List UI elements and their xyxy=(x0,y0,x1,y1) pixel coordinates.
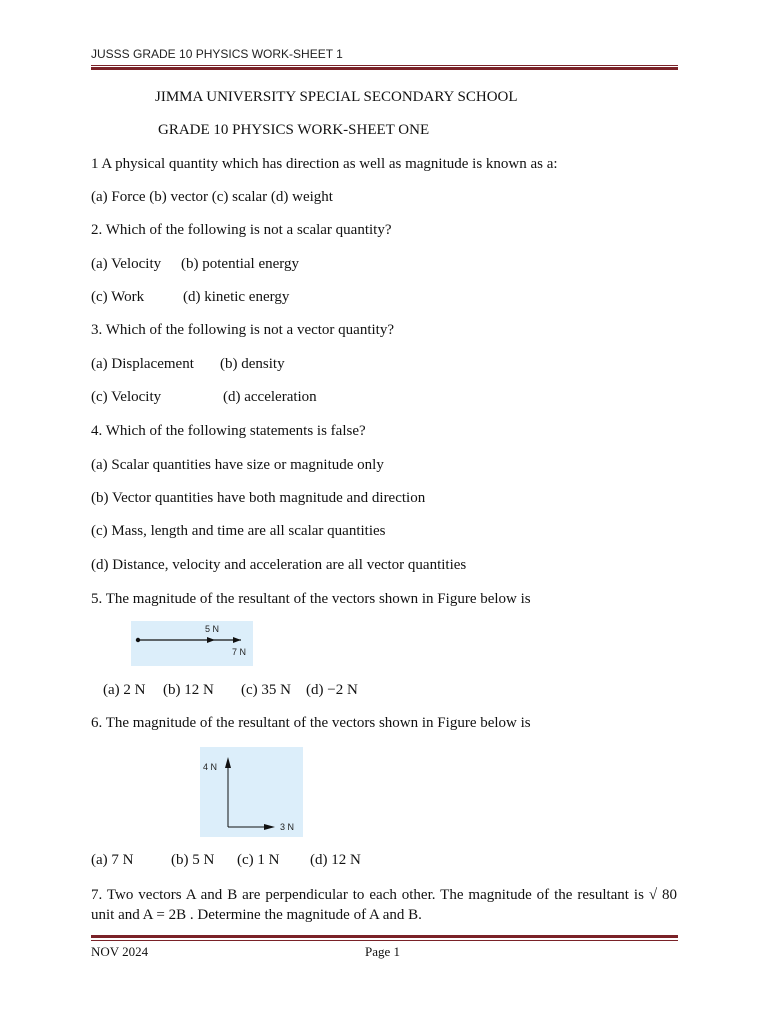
q3-option-a: (a) Displacement xyxy=(91,356,194,372)
q2-option-c: (c) Work xyxy=(91,289,145,305)
q2-question: 2. Which of the following is not a scalar quantity? xyxy=(91,222,392,238)
q6-label-3n: 3 N xyxy=(280,822,295,832)
q4-option-b: (b) Vector quantities have both magnitude and direction xyxy=(91,490,426,506)
q3-option-c: (c) Velocity xyxy=(91,389,162,405)
q6-vector-diagram xyxy=(200,747,303,837)
q6-option-d: (d) 12 N xyxy=(310,852,361,868)
vector-3n-arrowhead xyxy=(264,824,275,830)
q5-option-a: (a) 2 N xyxy=(103,682,146,698)
q4-option-a: (a) Scalar quantities have size or magnitude only xyxy=(91,457,384,473)
q6-option-c: (c) 1 N xyxy=(237,852,280,868)
q5-option-b: (b) 12 N xyxy=(163,682,214,698)
vector-4n-arrowhead xyxy=(225,757,231,768)
header-rule-thin xyxy=(91,65,678,66)
q2-option-d: (d) kinetic energy xyxy=(183,289,290,305)
q6-question: 6. The magnitude of the resultant of the vectors shown in Figure below is xyxy=(91,715,531,731)
footer-page-number: Page 1 xyxy=(365,944,401,959)
q2-option-a: (a) Velocity xyxy=(91,256,162,272)
running-header: JUSSS GRADE 10 PHYSICS WORK-SHEET 1 xyxy=(91,47,343,61)
q3-question: 3. Which of the following is not a vector quantity? xyxy=(91,322,394,338)
q1-options: (a) Force (b) vector (c) scalar (d) weight xyxy=(91,189,333,205)
q7-question: 7. Two vectors A and B are perpendicular to each other. The magnitude of the resultant is √ 80 unit and A = 2B . Determine the magnitude of A and B. xyxy=(91,887,677,923)
q3-option-b: (b) density xyxy=(220,356,285,372)
worksheet-title: GRADE 10 PHYSICS WORK-SHEET ONE xyxy=(158,122,430,138)
q5-vector-diagram xyxy=(131,621,253,666)
footer-rule-thick xyxy=(91,935,678,938)
q4-option-c: (c) Mass, length and time are all scalar quantities xyxy=(91,523,386,539)
q6-label-4n: 4 N xyxy=(203,762,218,772)
q4-option-d: (d) Distance, velocity and acceleration are all vector quantities xyxy=(91,557,467,573)
vector-7n-arrowhead xyxy=(233,637,241,643)
school-title: JIMMA UNIVERSITY SPECIAL SECONDARY SCHOOL xyxy=(155,89,518,105)
q6-option-a: (a) 7 N xyxy=(91,852,134,868)
q5-label-7n: 7 N xyxy=(232,647,247,657)
q6-vector-figure xyxy=(200,747,303,837)
footer-rule-thin xyxy=(91,940,678,941)
q4-question: 4. Which of the following statements is false? xyxy=(91,423,366,439)
header-rule-thick xyxy=(91,67,678,70)
q2-option-b: (b) potential energy xyxy=(181,256,300,272)
q6-option-b: (b) 5 N xyxy=(171,852,215,868)
vector-5n-arrowhead xyxy=(207,637,215,643)
footer-date: NOV 2024 xyxy=(91,944,149,959)
q5-option-d: (d) −2 N xyxy=(306,682,358,698)
q3-option-d: (d) acceleration xyxy=(223,389,317,405)
q5-option-c: (c) 35 N xyxy=(241,682,291,698)
q5-question: 5. The magnitude of the resultant of the vectors shown in Figure below is xyxy=(91,591,531,607)
q5-vector-figure xyxy=(131,621,253,666)
q5-label-5n: 5 N xyxy=(205,624,220,634)
q1-question: 1 A physical quantity which has direction as well as magnitude is known as a: xyxy=(91,156,558,172)
